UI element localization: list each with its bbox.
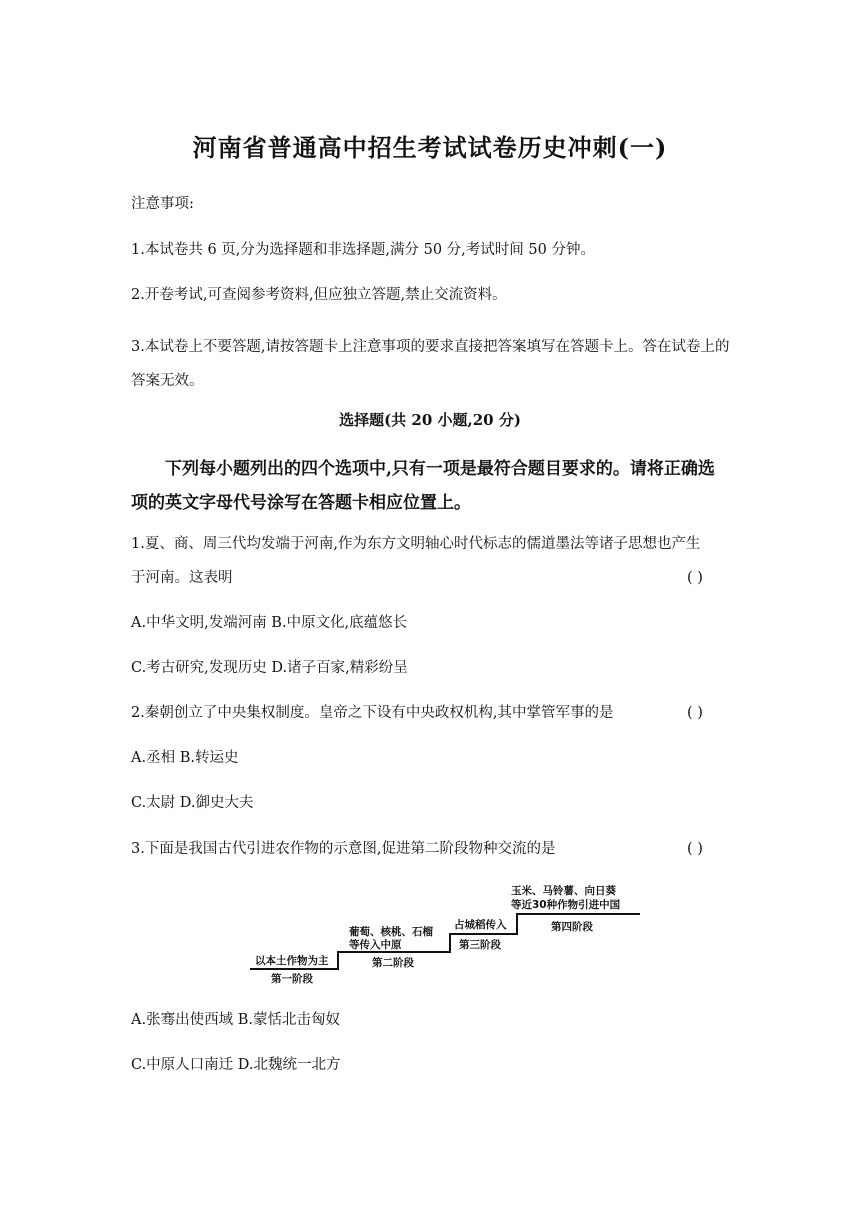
q3-stem: 3.下面是我国古代引进农作物的示意图,促进第二阶段物种交流的是 [131, 841, 556, 857]
stage3-content: 占城稻传入 [454, 919, 507, 931]
section-instruction: 下列每小题列出的四个选项中,只有一项是最符合题目要求的。请将正确选项的英文字母代号涂写在答题卡相应位置上。 [131, 459, 715, 513]
stage3-label: 第三阶段 [459, 939, 501, 951]
q3-answer-paren: ( ) [687, 841, 703, 857]
note-item-3: 3.本试卷上不要答题,请按答题卡上注意事项的要求直接把答案填写在答题卡上。答在试卷上的答案无效。 [131, 339, 730, 389]
stage1-content: 以本土作物为主 [255, 955, 329, 967]
stage4-content-line2: 等近30种作物引进中国 [511, 899, 621, 911]
stage4-label: 第四阶段 [551, 921, 593, 933]
q3-options-line2: C.中原人口南迁 D.北魏统一北方 [131, 1057, 341, 1073]
stage2-content-line2: 等传入中原 [349, 939, 402, 951]
q3-options-line1: A.张骞出使西域 B.蒙恬北击匈奴 [131, 1012, 340, 1028]
q2-options-line2: C.太尉 D.御史大夫 [131, 795, 254, 811]
notes-heading: 注意事项: [131, 196, 194, 212]
note-item-1: 1.本试卷共 6 页,分为选择题和非选择题,满分 50 分,考试时间 50 分钟。 [131, 242, 595, 258]
note-item-2: 2.开卷考试,可查阅参考资料,但应独立答题,禁止交流资料。 [131, 287, 507, 303]
section-title: 选择题(共 20 小题,20 分) [339, 411, 521, 429]
q2-stem: 2.秦朝创立了中央集权制度。皇帝之下设有中央政权机构,其中掌管军事的是 [131, 705, 614, 721]
crop-introduction-diagram [245, 876, 645, 988]
stage4-content-line1: 玉米、马铃薯、向日葵 [511, 885, 616, 897]
stage1-label: 第一阶段 [271, 973, 313, 985]
q2-options-line1: A.丞相 B.转运史 [131, 750, 239, 766]
q1-stem-line1: 1.夏、商、周三代均发端于河南,作为东方文明轴心时代标志的儒道墨法等诸子思想也产生 [131, 536, 701, 552]
q1-options-line1: A.中华文明,发端河南 B.中原文化,底蕴悠长 [131, 615, 408, 631]
page-title: 河南省普通高中招生考试试卷历史冲刺(一) [192, 133, 668, 162]
q2-answer-paren: ( ) [687, 705, 703, 721]
stage2-label: 第二阶段 [372, 957, 414, 969]
q1-stem-line2: 于河南。这表明 [131, 570, 233, 586]
q1-answer-paren: ( ) [687, 570, 703, 586]
q1-options-line2: C.考古研究,发现历史 D.诸子百家,精彩纷呈 [131, 660, 408, 676]
stage2-content-line1: 葡萄、核桃、石榴 [349, 926, 433, 938]
